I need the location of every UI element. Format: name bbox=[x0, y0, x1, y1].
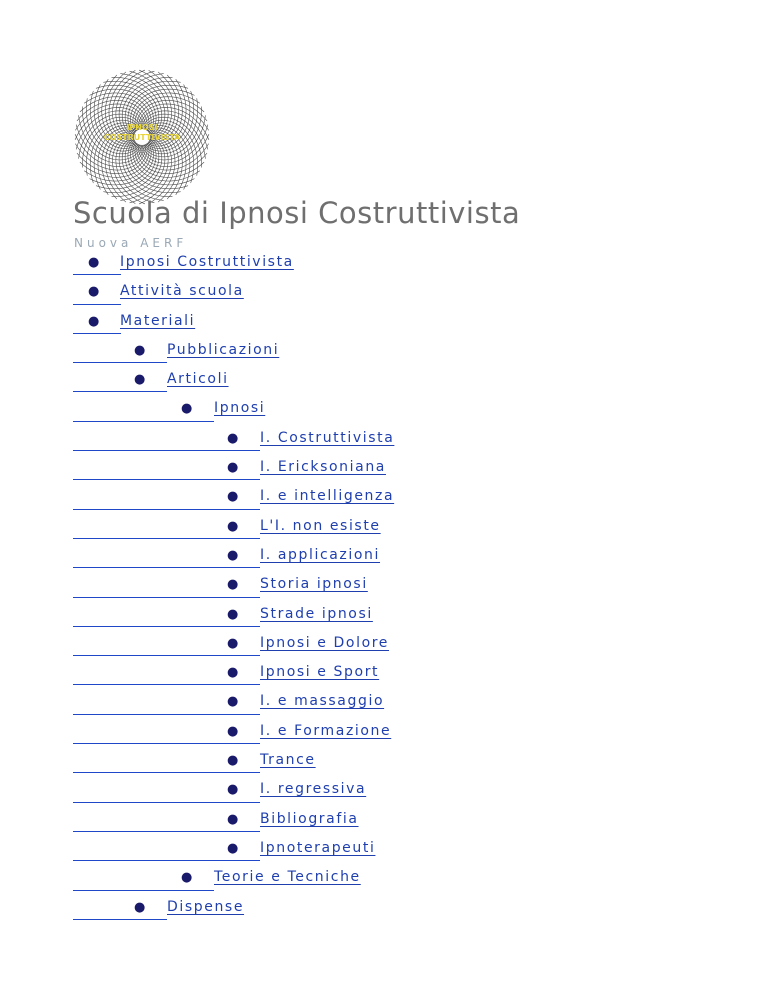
nav-indent-line bbox=[73, 831, 260, 832]
nav-indent-line bbox=[73, 655, 260, 656]
nav-indent-line bbox=[73, 450, 260, 451]
bullet-icon: ● bbox=[134, 899, 146, 915]
nav-indent-line bbox=[73, 479, 260, 480]
bullet-icon: ● bbox=[227, 489, 239, 505]
nav-indent-line bbox=[73, 890, 214, 891]
logo-text-line1: IPNOSI bbox=[126, 123, 158, 132]
nav-indent-line bbox=[73, 860, 260, 861]
nav-indent-line bbox=[73, 743, 260, 744]
nav-indent-line bbox=[73, 684, 260, 685]
nav-link[interactable]: I. e massaggio bbox=[260, 693, 385, 710]
nav-link[interactable]: Teorie e Tecniche bbox=[214, 869, 361, 886]
bullet-icon: ● bbox=[227, 753, 239, 769]
nav-link[interactable]: Ipnoterapeuti bbox=[260, 839, 376, 856]
bullet-icon: ● bbox=[227, 635, 239, 651]
bullet-icon: ● bbox=[227, 811, 239, 827]
bullet-icon: ● bbox=[134, 342, 146, 358]
nav-indent-line bbox=[73, 802, 260, 803]
nav-link[interactable]: Trance bbox=[260, 752, 316, 769]
nav-indent-line bbox=[73, 626, 260, 627]
bullet-icon: ● bbox=[227, 430, 239, 446]
nav-indent-line bbox=[73, 919, 167, 920]
bullet-icon: ● bbox=[227, 460, 239, 476]
nav-link[interactable]: Dispense bbox=[167, 898, 245, 915]
nav-link[interactable]: L'I. non esiste bbox=[260, 517, 381, 534]
nav-link[interactable]: I. e Formazione bbox=[260, 722, 392, 739]
nav-indent-line bbox=[73, 333, 121, 334]
bullet-icon: ● bbox=[227, 606, 239, 622]
nav-indent-line bbox=[73, 304, 121, 305]
nav-link[interactable]: Pubblicazioni bbox=[167, 341, 280, 358]
nav-indent-line bbox=[73, 538, 260, 539]
logo-text-line2: COSTRUTTIVISTA bbox=[103, 133, 181, 142]
nav-indent-line bbox=[73, 509, 260, 510]
nav-link[interactable]: Materiali bbox=[120, 312, 196, 329]
nav-link[interactable]: Strade ipnosi bbox=[260, 605, 373, 622]
nav-indent-line bbox=[73, 362, 167, 363]
nav-indent-line bbox=[73, 567, 260, 568]
nav-indent-line bbox=[73, 772, 260, 773]
nav-indent-line bbox=[73, 421, 214, 422]
bullet-icon: ● bbox=[181, 401, 193, 417]
site-logo[interactable] bbox=[73, 68, 211, 206]
bullet-icon: ● bbox=[88, 255, 100, 270]
bullet-icon: ● bbox=[227, 782, 239, 798]
bullet-icon: ● bbox=[227, 547, 239, 563]
bullet-icon: ● bbox=[227, 694, 239, 710]
bullet-icon: ● bbox=[227, 577, 239, 593]
bullet-icon: ● bbox=[227, 840, 239, 856]
nav-link[interactable]: Ipnosi e Sport bbox=[260, 664, 380, 681]
nav-indent-line bbox=[73, 274, 121, 275]
bullet-icon: ● bbox=[88, 313, 100, 329]
nav-link[interactable]: Bibliografia bbox=[260, 810, 359, 827]
nav-indent-line bbox=[73, 597, 260, 598]
nav-link[interactable]: Storia ipnosi bbox=[260, 576, 368, 593]
nav-indent-line bbox=[73, 714, 260, 715]
spiral-logo-icon bbox=[73, 68, 211, 206]
bullet-icon: ● bbox=[227, 665, 239, 681]
site-subtitle: Nuova AERF bbox=[74, 236, 188, 250]
nav-link[interactable]: I. regressiva bbox=[260, 781, 367, 798]
bullet-icon: ● bbox=[88, 284, 100, 300]
nav-link[interactable]: Attività scuola bbox=[120, 283, 244, 300]
bullet-icon: ● bbox=[227, 518, 239, 534]
nav-link[interactable]: Ipnosi Costruttivista bbox=[120, 254, 294, 270]
nav-link[interactable]: Ipnosi bbox=[214, 400, 266, 417]
nav-link[interactable]: Articoli bbox=[167, 371, 229, 388]
nav-link[interactable]: I. applicazioni bbox=[260, 546, 381, 563]
nav-link[interactable]: I. e intelligenza bbox=[260, 488, 395, 505]
bullet-icon: ● bbox=[227, 723, 239, 739]
site-title: Scuola di Ipnosi Costruttivista bbox=[73, 196, 521, 230]
nav-link[interactable]: I. Costruttivista bbox=[260, 429, 395, 446]
nav-link[interactable]: Ipnosi e Dolore bbox=[260, 634, 390, 651]
nav-indent-line bbox=[73, 391, 167, 392]
bullet-icon: ● bbox=[181, 870, 193, 886]
bullet-icon: ● bbox=[134, 372, 146, 388]
nav-link[interactable]: I. Ericksoniana bbox=[260, 459, 386, 476]
